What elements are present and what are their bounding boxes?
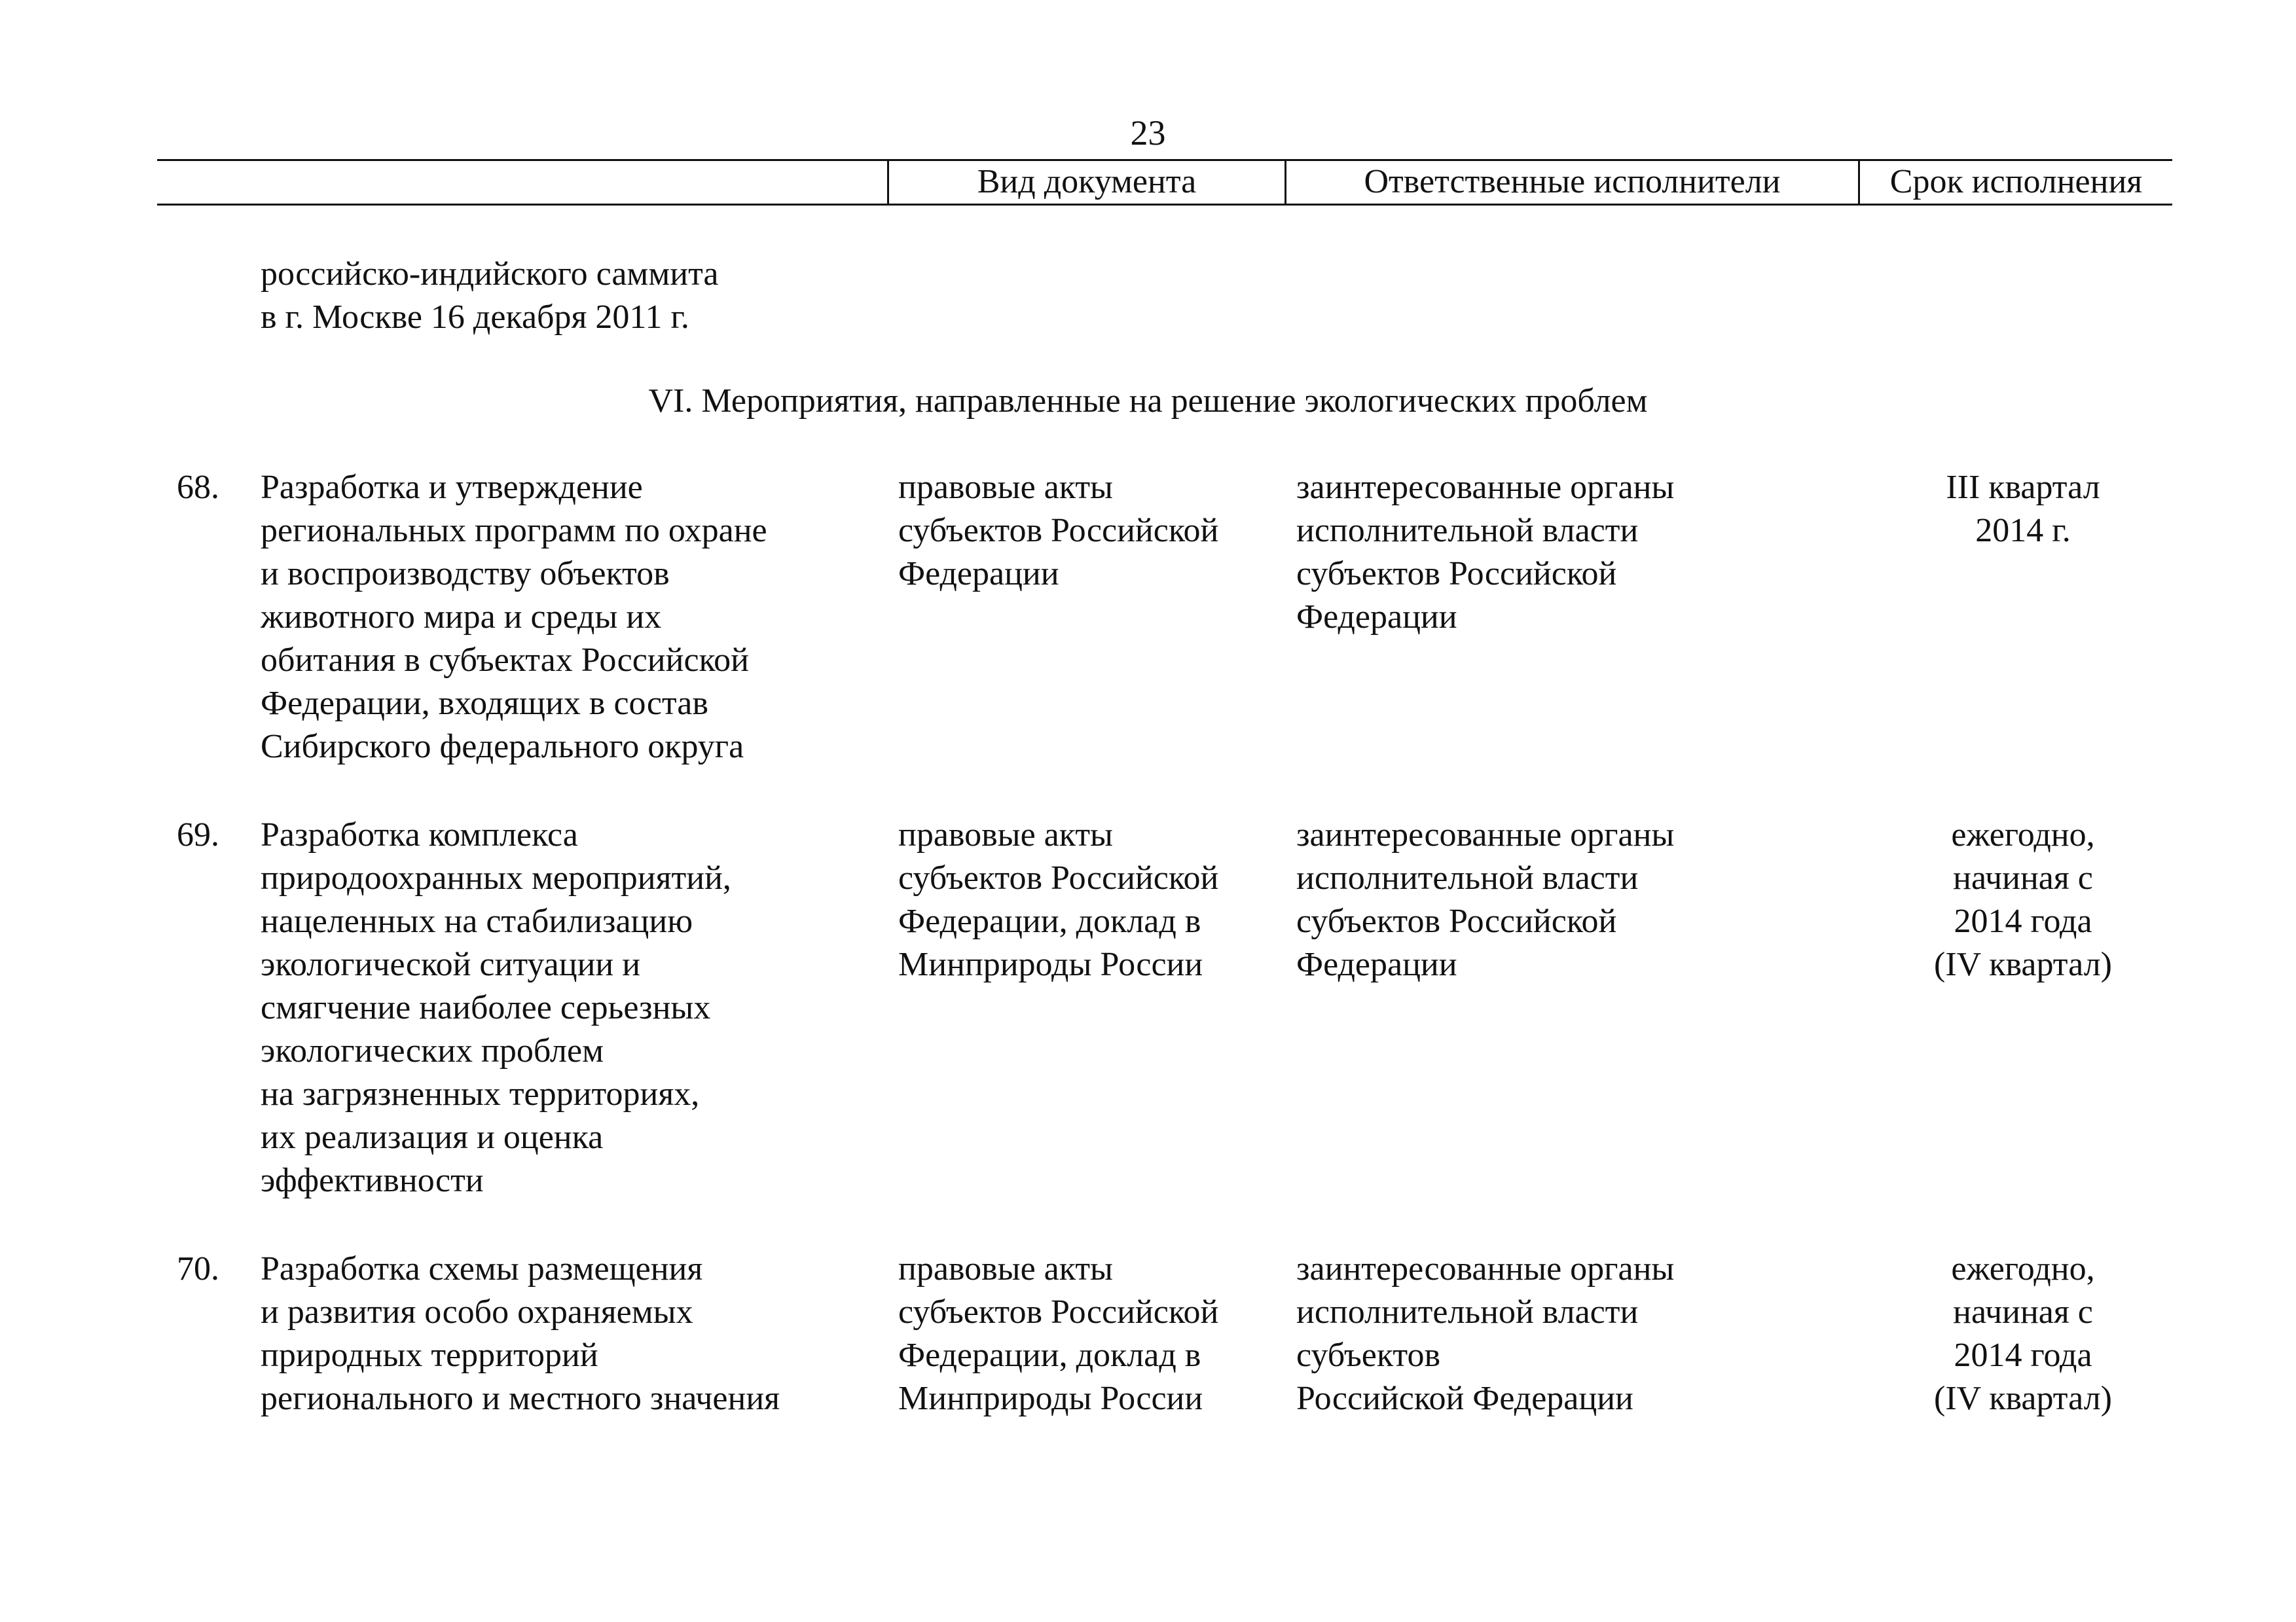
row-measure: Разработка комплекса природоохранных мероприятий, нацеленных на стабилизацию экологической ситуации и смягчение наиболее серьезных экологических проблем на загрязненных территориях, их реализация и оценка эффективности	[261, 816, 731, 1199]
row-number: 70.	[177, 1250, 219, 1288]
header-deadline: Срок исполнения	[1889, 163, 2143, 200]
section-title: VI. Мероприятия, направленные на решение экологических проблем	[648, 382, 1648, 420]
row-responsible: заинтересованные органы исполнительной власти субъектов Российской Федерации	[1296, 816, 1675, 983]
header-responsible: Ответственные исполнители	[1364, 163, 1781, 200]
row-number: 68.	[177, 469, 219, 506]
row-number: 69.	[177, 816, 219, 854]
row-doc-type: правовые акты субъектов Российской Федерации, доклад в Минприроды России	[898, 816, 1219, 983]
row-deadline: ежегодно, начиная с 2014 года (IV квартал)	[1934, 816, 2112, 983]
header-bottom-rule	[157, 204, 2172, 206]
row-measure: Разработка и утверждение региональных программ по охране и воспроизводству объектов животного мира и среды их обитания в субъектах Российской Федерации, входящих в состав Сибирского федерального округа	[261, 469, 767, 765]
row-deadline: III квартал 2014 г.	[1946, 469, 2100, 549]
row-doc-type: правовые акты субъектов Российской Федерации	[898, 469, 1219, 592]
page-number: 23	[1130, 113, 1166, 153]
carryover-text: российско-индийского саммита в г. Москве 16 декабря 2011 г.	[261, 255, 719, 336]
row-deadline: ежегодно, начиная с 2014 года (IV квартал)	[1934, 1250, 2112, 1417]
row-measure: Разработка схемы размещения и развития особо охраняемых природных территорий регионального и местного значения	[261, 1250, 780, 1417]
header-doc-type: Вид документа	[977, 163, 1197, 200]
row-responsible: заинтересованные органы исполнительной власти субъектов Российской Федерации	[1296, 469, 1675, 636]
row-responsible: заинтересованные органы исполнительной власти субъектов Российской Федерации	[1296, 1250, 1675, 1417]
row-doc-type: правовые акты субъектов Российской Федерации, доклад в Минприроды России	[898, 1250, 1219, 1417]
